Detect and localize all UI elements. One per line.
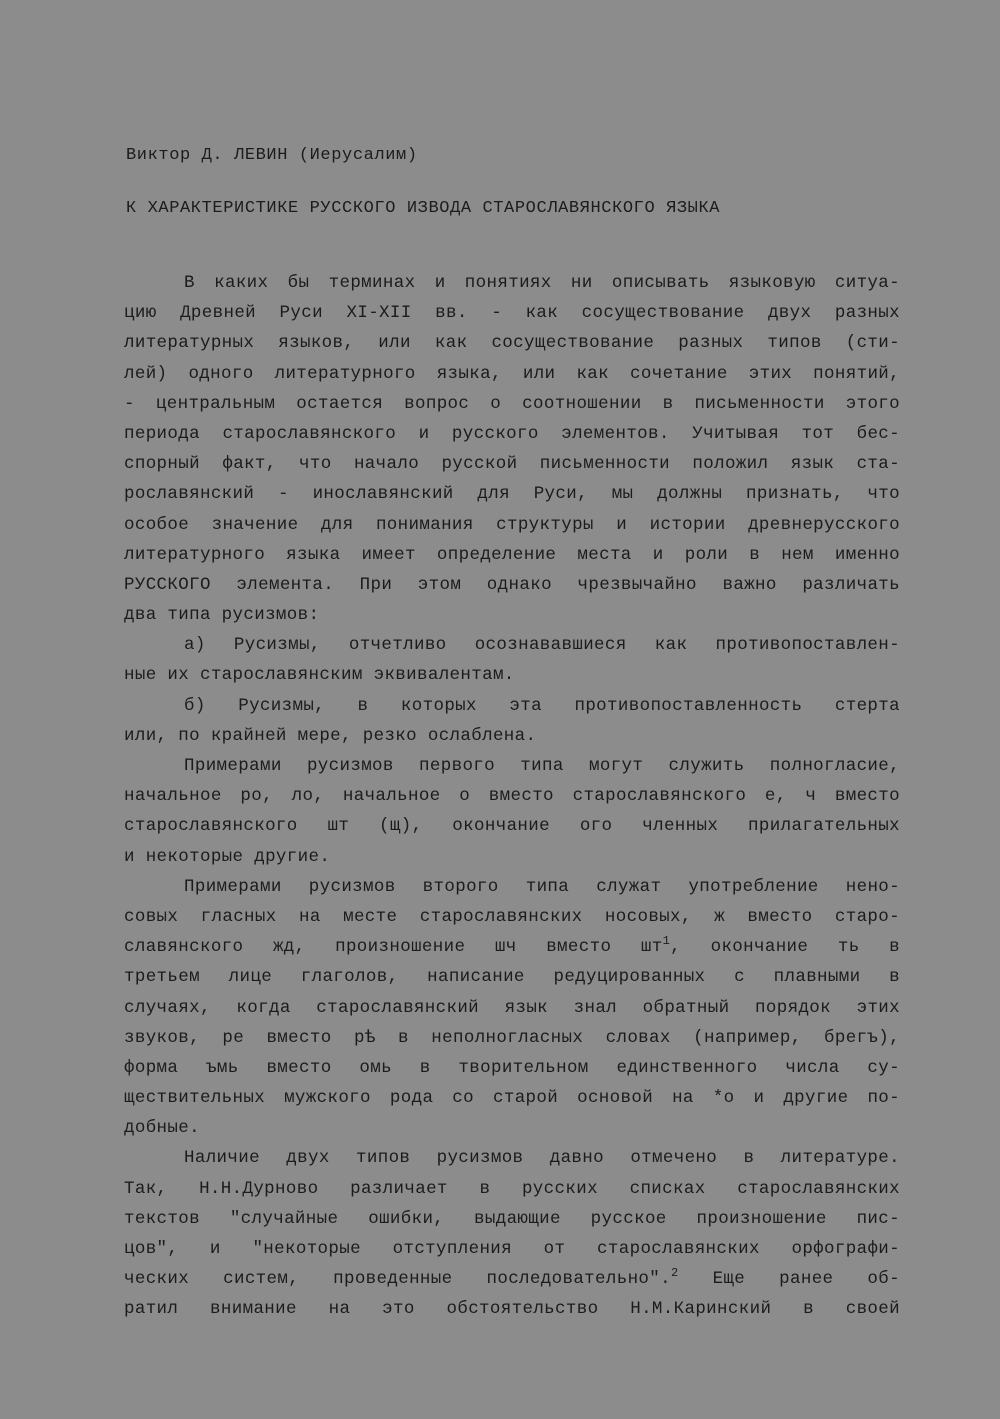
line-text: третьем лице глаголов, написание редуцированных с плавными в [124, 967, 900, 988]
text-line [124, 872, 900, 902]
text-line [124, 479, 900, 509]
line-text: Так, Н.Н.Дурново различает в русских списках старославянских [124, 1178, 900, 1199]
author-line: Виктор Д. ЛЕВИН (Иерусалим) [126, 146, 418, 165]
line-text: случаях, когда старославянский язык знал обратный порядок этих [124, 997, 900, 1018]
text-line [124, 781, 900, 811]
text-line [124, 660, 900, 690]
line-text: Примерами русизмов первого типа могут служить полногласие, [184, 756, 900, 776]
text-line [124, 630, 900, 660]
footnote-marker: 1 [662, 934, 671, 949]
text-line [124, 932, 900, 962]
line-text: цов", и "некоторые отступления от старославянских орфографи- [124, 1239, 900, 1259]
text-line [124, 419, 900, 449]
text-line [124, 268, 900, 298]
text-line [124, 721, 900, 751]
text-line [124, 1234, 900, 1264]
text-line [124, 1294, 900, 1324]
line-text: славянского жд, произношение шч вместо шт [124, 937, 663, 958]
line-text: б) Русизмы, в которых эта противопоставленность стерта [184, 695, 900, 716]
line-text: Наличие двух типов русизмов давно отмечено в литературе. [184, 1148, 900, 1169]
text-line [124, 1143, 900, 1173]
line-text: начальное ро, ло, начальное о вместо старославянского е, ч вместо [124, 786, 900, 807]
line-text: и некоторые другие. [124, 846, 331, 867]
text-line [124, 328, 900, 358]
text-line [124, 359, 900, 389]
line-text: - центральным остается вопрос о соотношении в письменности этого [124, 393, 900, 414]
line-text: форма ъмь вместо омь в творительном единственного числа су- [124, 1057, 900, 1078]
text-line [124, 842, 900, 872]
line-text: В каких бы терминах и понятиях ни описывать языковую ситуа- [184, 273, 900, 293]
line-text: два типа русизмов: [124, 605, 320, 626]
line-text: литературных языков, или как сосуществование разных типов (сти- [124, 333, 900, 354]
line-text-tail: , окончание ть в [670, 937, 900, 958]
line-text: звуков, ре вместо рѣ в неполногласных словах (например, брегъ), [124, 1027, 900, 1048]
text-line [124, 811, 900, 841]
text-line [124, 449, 900, 479]
text-line [124, 1204, 900, 1234]
line-text: или, по крайней мере, резко ослаблена. [124, 725, 537, 746]
line-text-tail: Еще ранее об- [678, 1269, 900, 1290]
line-text: ные их старославянским эквивалентам. [124, 665, 515, 686]
line-text: ратил внимание на это обстоятельство Н.М.Каринский в своей [124, 1299, 900, 1320]
text-line [124, 510, 900, 540]
text-line [124, 389, 900, 419]
line-text: ческих систем, проведенные последовательно". [124, 1269, 671, 1290]
line-text: РУССКОГО элемента. При этом однако чрезвычайно важно различать [124, 574, 900, 595]
line-text: особое значение для понимания структуры и истории древнерусского [124, 514, 900, 535]
text-line [124, 1023, 900, 1053]
text-line [124, 1264, 900, 1294]
article-body [124, 268, 900, 1325]
text-line [124, 1053, 900, 1083]
line-text: ществительных мужского рода со старой основой на *о и другие по- [124, 1088, 900, 1109]
footnote-marker: 2 [670, 1266, 679, 1281]
line-text: совых гласных на месте старославянских носовых, ж вместо старо- [124, 906, 900, 927]
text-line [124, 993, 900, 1023]
line-text: старославянского шт (щ), окончание ого членных прилагательных [124, 816, 900, 837]
line-text: текстов "случайные ошибки, выдающие русское произношение пис- [124, 1208, 900, 1229]
text-line [124, 570, 900, 600]
article-title: К ХАРАКТЕРИСТИКЕ РУССКОГО ИЗВОДА СТАРОСЛАВЯНСКОГО ЯЗЫКА [126, 199, 721, 218]
text-line [124, 540, 900, 570]
line-text: Примерами русизмов второго типа служат употребление нено- [184, 876, 900, 897]
line-text: литературного языка имеет определение места и роли в нем именно [124, 544, 900, 565]
line-text: спорный факт, что начало русской письменности положил язык ста- [124, 454, 900, 475]
text-line [124, 751, 900, 781]
line-text: рославянский - инославянский для Руси, мы должны признать, что [124, 484, 900, 505]
text-line [124, 962, 900, 992]
text-line [124, 902, 900, 932]
text-line [124, 1113, 900, 1143]
text-line [124, 691, 900, 721]
text-line [124, 600, 900, 630]
line-text: лей) одного литературного языка, или как сочетание этих понятий, [124, 363, 900, 384]
line-text: добные. [124, 1118, 200, 1139]
text-line [124, 1083, 900, 1113]
line-text: цию Древней Руси XI-XII вв. - как сосуществование двух разных [124, 303, 900, 324]
line-text: а) Русизмы, отчетливо осознававшиеся как противопоставлен- [184, 635, 900, 656]
text-line [124, 298, 900, 328]
text-line [124, 1174, 900, 1204]
line-text: периода старославянского и русского элементов. Учитывая тот бес- [124, 423, 900, 444]
